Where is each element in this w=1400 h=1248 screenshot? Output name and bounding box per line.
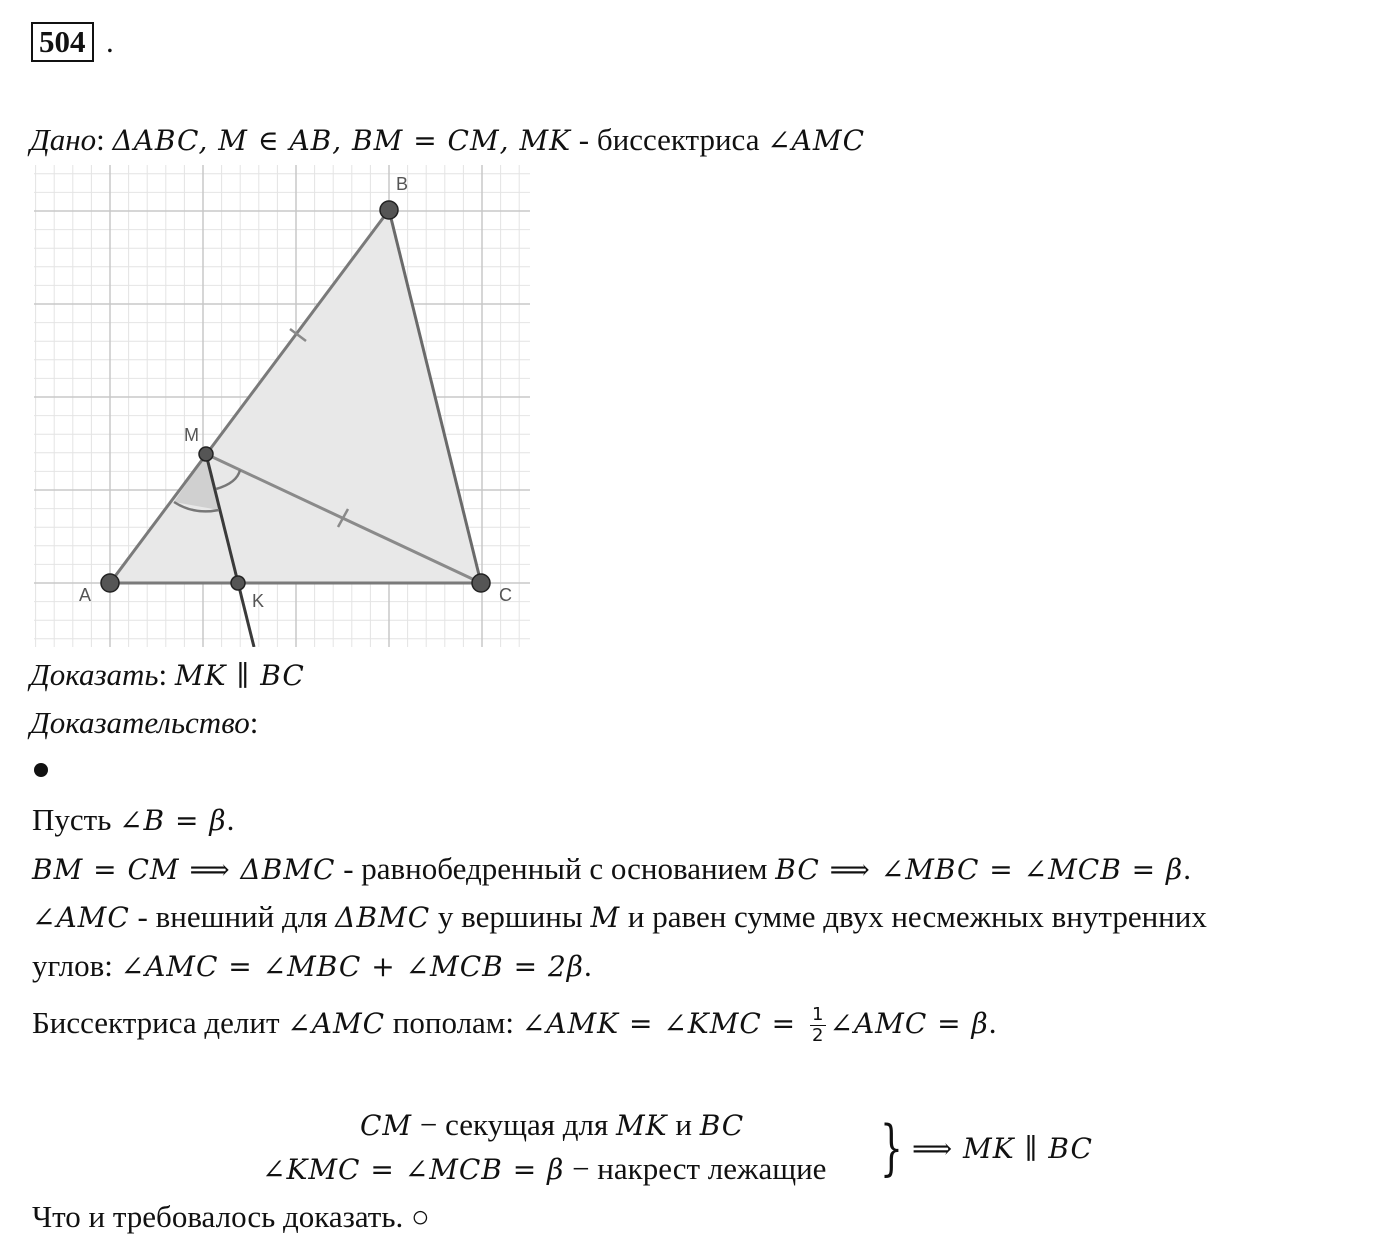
- label-c: C: [499, 585, 512, 605]
- task-number-dot: .: [106, 24, 114, 59]
- task-number: 504: [31, 22, 94, 62]
- proof-label-line: [30, 703, 258, 743]
- label-b: B: [396, 174, 409, 194]
- proof-line-2-math1: BM = CM ⟹ ΔBMC: [32, 853, 336, 886]
- prove-colon: :: [158, 657, 168, 692]
- bullet-icon: [34, 763, 48, 777]
- system-row-2-text: − накрест лежащие: [564, 1151, 827, 1186]
- proof-line-3-text2: у вершины: [430, 899, 591, 934]
- proof-line-1-math: ∠B = β: [119, 804, 227, 837]
- proof-line-5-end: .: [988, 1005, 997, 1040]
- given-text: - биссектриса: [571, 122, 768, 157]
- point-a: [101, 574, 119, 592]
- system-conclusion: ⟹ MK ∥ BC: [912, 1132, 1093, 1165]
- geometry-diagram: [34, 165, 530, 647]
- proof-line-3-text3: и равен сумме двух несмежных внутренних: [620, 899, 1207, 934]
- system-row-1-math3: BC: [699, 1109, 745, 1142]
- label-a: A: [79, 585, 92, 605]
- proof-line-1-end: .: [226, 802, 235, 837]
- proof-line-4: [32, 946, 592, 987]
- proof-line-5-text1: Биссектриса делит: [32, 1005, 288, 1040]
- proof-line-4-math: ∠AMC = ∠MBC + ∠MCB = 2β: [120, 950, 584, 983]
- proof-line-5-math2: ∠AMK = ∠KMC =: [521, 1007, 807, 1040]
- fraction-one-half: [810, 1005, 825, 1046]
- system-row-2-math: ∠KMC = ∠MCB = β: [262, 1153, 565, 1186]
- prove-label: Доказать: [30, 657, 159, 692]
- point-m: [199, 447, 213, 461]
- proof-line-4-text: углов:: [32, 948, 121, 983]
- proof-line-3-math2: ΔBMC: [335, 901, 431, 934]
- qed-line: Что и требовалось доказать. ○: [32, 1199, 430, 1234]
- proof-line-5-math3: ∠AMC = β: [829, 1007, 989, 1040]
- fraction-numerator: 1: [812, 1004, 824, 1026]
- proof-label: Доказательство: [30, 705, 250, 740]
- point-c: [472, 574, 490, 592]
- proof-line-5-text2: пополам:: [385, 1005, 522, 1040]
- proof-line-5: [32, 1003, 996, 1046]
- proof-colon: :: [249, 705, 259, 740]
- system-row-1-text1: − секущая для: [412, 1107, 616, 1142]
- system-row-1-math2: MK: [616, 1109, 668, 1142]
- proof-line-3-math3: M: [590, 901, 621, 934]
- system-row-1-math1: CM: [360, 1109, 413, 1142]
- given-colon: :: [96, 122, 105, 157]
- point-b: [380, 201, 398, 219]
- system-conclusion-line: [912, 1128, 1093, 1169]
- proof-line-4-end: .: [583, 948, 592, 983]
- proof-line-3-text1: - внешний для: [129, 899, 336, 934]
- label-k: K: [252, 591, 265, 611]
- proof-line-1: [32, 800, 234, 841]
- given-line: [30, 120, 865, 161]
- system-row-1: [360, 1105, 744, 1146]
- fraction-denominator: 2: [812, 1025, 824, 1047]
- prove-math: MK ∥ BC: [174, 659, 305, 692]
- prove-line: [30, 655, 305, 696]
- proof-line-3-math1: ∠AMC: [32, 901, 130, 934]
- given-angle: ∠AMC: [767, 124, 865, 157]
- system-row-2: [262, 1149, 826, 1190]
- right-brace: }: [880, 1113, 903, 1183]
- system-row-1-text2: и: [667, 1107, 700, 1142]
- point-k: [231, 576, 245, 590]
- given-label: Дано: [30, 122, 97, 157]
- given-math: ΔABC, M ∈ AB, BM = CM, MK: [112, 124, 572, 157]
- label-m: M: [184, 425, 199, 445]
- proof-line-2-math2: BC ⟹ ∠MBC = ∠MCB = β: [775, 853, 1184, 886]
- proof-line-1-text: Пусть: [32, 802, 120, 837]
- proof-line-2: [32, 849, 1191, 890]
- proof-line-2-end: .: [1183, 851, 1191, 886]
- proof-line-3: [32, 897, 1207, 938]
- proof-line-5-math1: ∠AMC: [287, 1007, 386, 1040]
- proof-line-2-text: - равнобедренный с основанием: [335, 851, 776, 886]
